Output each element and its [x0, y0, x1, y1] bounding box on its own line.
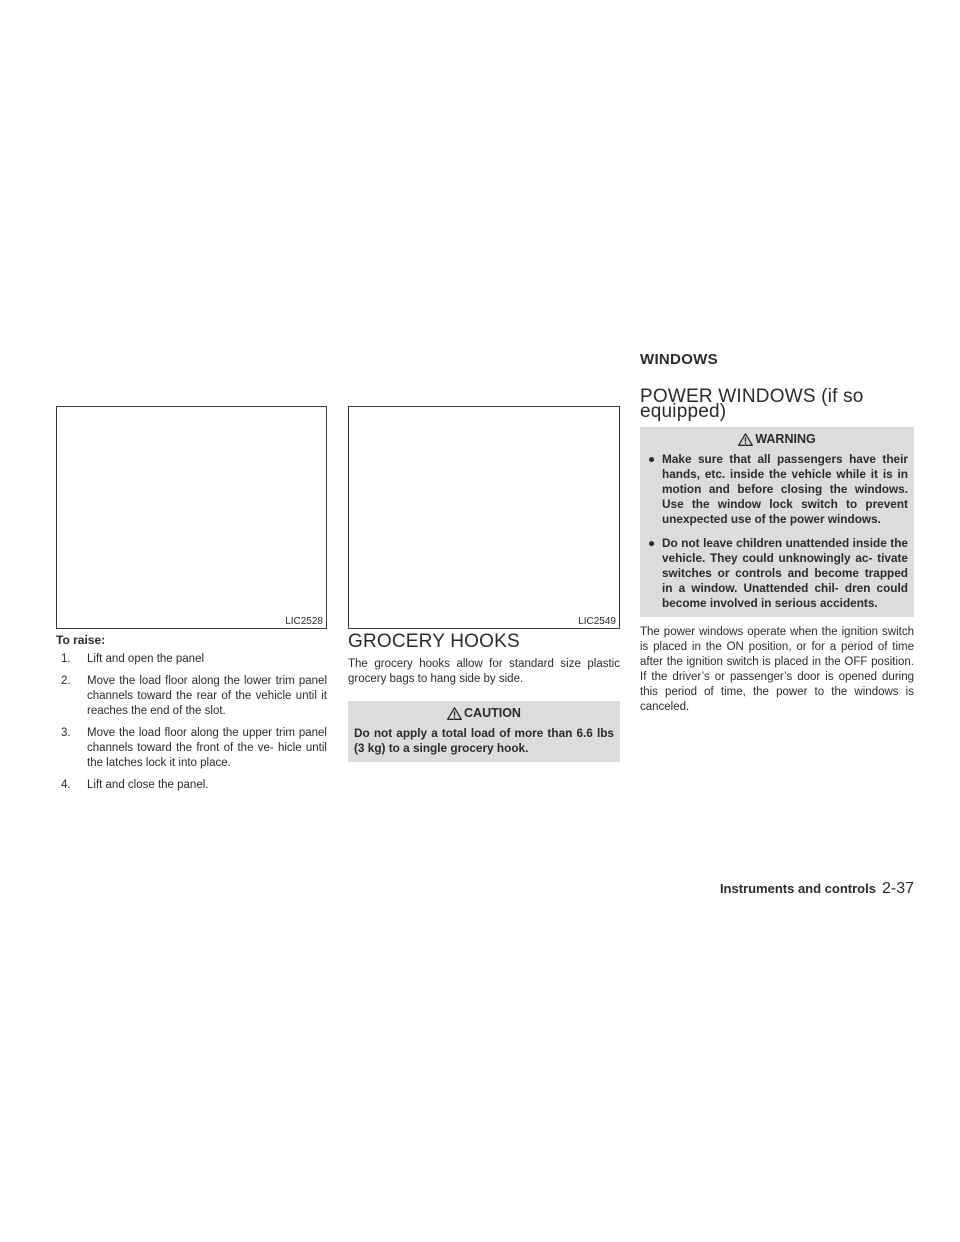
- bullet-icon: ●: [648, 452, 656, 466]
- step-item: [56, 674, 327, 719]
- left-column: [56, 633, 327, 800]
- caution-box: [348, 701, 620, 762]
- power-windows-body: The power windows operate when the ignition switch is placed in the ON position, or for a period of time after the ignition switch is placed in the OFF position. If the driver’s or passenger’s door is opened during this period of time, the power to the windows is canceled.: [640, 626, 914, 713]
- warning-header: [646, 432, 908, 447]
- middle-column: [348, 633, 620, 770]
- caution-triangle-icon: [447, 707, 462, 720]
- caution-label: CAUTION: [464, 706, 521, 720]
- warning-triangle-icon: [738, 433, 753, 446]
- bullet-icon: ●: [648, 536, 656, 550]
- step-text: Move the load floor along the upper trim panel channels toward the front of the ve- hicle until the latches lock it into place.: [87, 727, 327, 769]
- figure-code: LIC2528: [285, 616, 323, 627]
- subhead-to-raise: To raise:: [56, 633, 106, 647]
- grocery-hooks-body: The grocery hooks allow for standard size plastic grocery bags to hang side by side.: [348, 658, 620, 685]
- step-text: Move the load floor along the lower trim panel channels toward the rear of the vehicle until it reaches the end of the slot.: [87, 675, 327, 717]
- figure-code: LIC2549: [578, 616, 616, 627]
- step-number: 3.: [61, 727, 71, 739]
- steps-list: [56, 652, 327, 793]
- step-item: [56, 652, 327, 667]
- step-number: 2.: [61, 675, 71, 687]
- step-item: [56, 726, 327, 771]
- step-number: 4.: [61, 779, 71, 791]
- page-number: 2-37: [881, 880, 914, 897]
- figure-load-floor: [56, 406, 327, 629]
- warning-bullet: [646, 452, 908, 527]
- step-item: [56, 778, 327, 793]
- chapter-title-windows: WINDOWS: [640, 351, 718, 368]
- section-title-grocery-hooks: GROCERY HOOKS: [348, 631, 520, 652]
- section-title-power-windows: POWER WINDOWS (if so equipped): [640, 386, 864, 422]
- right-column: [640, 352, 914, 729]
- warning-bullet-text: Do not leave children unattended inside the vehicle. They could unknowingly ac- tivate switches or controls and become trapped in a window. Unattended chil- dren could become involved in serious accidents.: [662, 536, 908, 610]
- warning-bullet: [646, 536, 908, 611]
- warning-label: WARNING: [755, 432, 816, 446]
- warning-text: [646, 452, 908, 611]
- footer-chapter: Instruments and controls: [719, 881, 876, 896]
- caution-header: [354, 706, 614, 721]
- step-text: Lift and open the panel: [87, 653, 205, 665]
- warning-box: [640, 427, 914, 617]
- warning-bullet-text: Make sure that all passengers have their hands, etc. inside the vehicle while it is in motion and before closing the windows. Use the window lock switch to prevent unexpected use of the power windows.: [662, 452, 908, 526]
- step-text: Lift and close the panel.: [87, 779, 209, 791]
- page-footer: [720, 880, 914, 898]
- step-number: 1.: [61, 653, 71, 665]
- caution-text: Do not apply a total load of more than 6.6 lbs (3 kg) to a single grocery hook.: [354, 726, 614, 755]
- figure-grocery-hooks: [348, 406, 620, 629]
